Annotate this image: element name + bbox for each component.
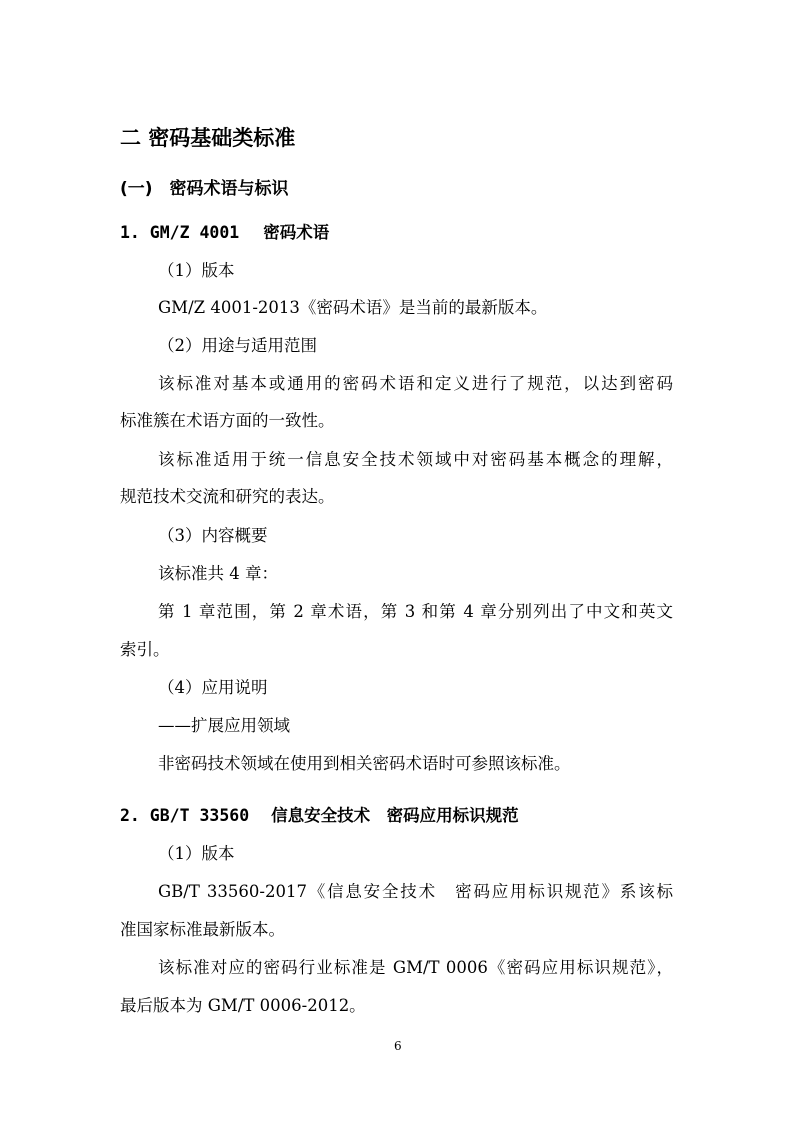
item2-version-p1-line1: GB/T 33560-2017《信息安全技术 密码应用标识规范》系该标 xyxy=(158,882,673,901)
item1-version-text: GM/Z 4001-2013《密码术语》是当前的最新版本。 xyxy=(158,298,548,317)
item1-scope-p2-line2: 规范技术交流和研究的表达。 xyxy=(120,487,335,506)
item2-version-label: （1）版本 xyxy=(158,844,235,863)
subsection-title: (一) 密码术语与标识 xyxy=(120,179,289,199)
item1-content-p1: 该标准共 4 章： xyxy=(158,564,278,583)
item2-version-p2-line2: 最后版本为 GM/T 0006-2012。 xyxy=(120,996,366,1015)
item1-usage-text: 非密码技术领域在使用到相关密码术语时可参照该标准。 xyxy=(158,754,571,773)
item2-version-p1-line2: 准国家标准最新版本。 xyxy=(120,920,285,939)
item1-version-label: （1）版本 xyxy=(158,261,235,280)
item1-content-label: （3）内容概要 xyxy=(158,526,268,545)
page-number: 6 xyxy=(394,1039,402,1053)
item1-scope-p1-line2: 标准簇在术语方面的一致性。 xyxy=(120,411,335,430)
item1-content-p2-line2: 索引。 xyxy=(120,640,170,659)
item2-heading xyxy=(120,805,519,827)
item2-heading-title: 信息安全技术 密码应用标识规范 xyxy=(271,806,519,825)
item1-heading-number: 1. GM/Z 4001 xyxy=(120,223,240,242)
item1-scope-p2-line1: 该标准适用于统一信息安全技术领域中对密码基本概念的理解， xyxy=(158,450,673,469)
item1-heading-title: 密码术语 xyxy=(263,223,330,242)
item1-usage-sub: ——扩展应用领域 xyxy=(158,716,290,735)
item1-heading xyxy=(120,222,329,244)
item1-scope-p1-line1: 该标准对基本或通用的密码术语和定义进行了规范，以达到密码 xyxy=(158,374,673,393)
section-title: 二 密码基础类标准 xyxy=(120,126,296,150)
item1-usage-label: （4）应用说明 xyxy=(158,678,268,697)
item2-version-p2-line1: 该标准对应的密码行业标准是 GM/T 0006《密码应用标识规范》， xyxy=(158,958,673,977)
item1-scope-label: （2）用途与适用范围 xyxy=(158,336,317,355)
item2-heading-number: 2. GB/T 33560 xyxy=(120,806,250,825)
item1-content-p2-line1: 第 1 章范围，第 2 章术语，第 3 和第 4 章分别列出了中文和英文 xyxy=(158,602,673,621)
